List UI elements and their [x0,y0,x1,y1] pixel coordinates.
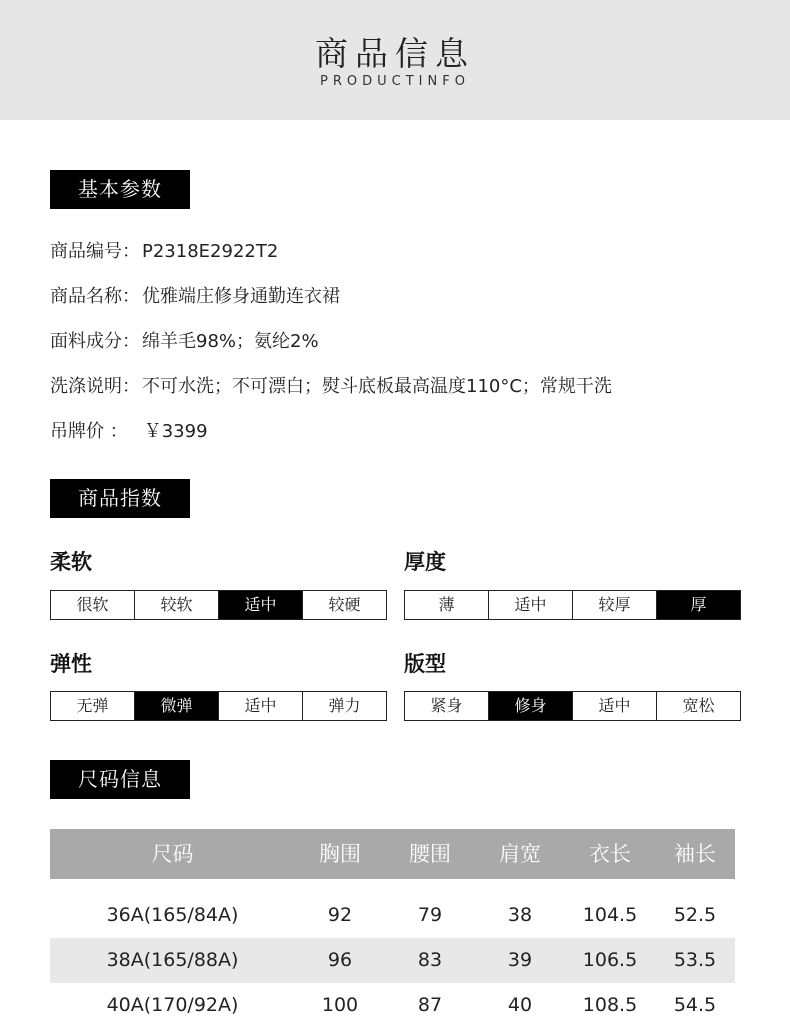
table-cell: 87 [417,994,443,1016]
size-table [50,829,735,1024]
size-table-header [50,829,735,879]
index-title-fit: 版型 [404,652,446,676]
column-header: 袖长 [674,842,716,866]
scale-option: 适中 [219,591,303,619]
table-cell: 108.5 [582,994,638,1016]
table-cell: 96 [327,949,353,971]
scale-option: 适中 [573,692,657,720]
thickness-scale [404,590,741,620]
table-cell: 106.5 [582,949,638,971]
table-cell: 40A(170/92A) [106,994,239,1016]
info-value: ￥3399 [143,421,208,442]
scale-option: 紧身 [405,692,489,720]
info-row-name [50,282,340,308]
info-label: 面料成分： [50,331,140,352]
index-title-elasticity: 弹性 [50,652,92,676]
table-cell: 53.5 [673,949,717,971]
scale-option: 较软 [135,591,219,619]
index-title-thickness: 厚度 [404,550,446,574]
info-label: 洗涤说明： [50,376,140,397]
elasticity-scale [50,691,387,721]
info-value: 优雅端庄修身通勤连衣裙 [142,286,340,307]
scale-option: 适中 [219,692,303,720]
table-cell: 83 [417,949,443,971]
scale-option: 较硬 [328,595,361,614]
table-cell: 92 [327,904,353,926]
index-title-softness: 柔软 [50,550,92,574]
column-header: 胸围 [319,842,361,866]
info-label: 吊牌价 ： [50,421,128,442]
column-header: 尺码 [151,842,194,866]
table-cell: 100 [321,994,359,1016]
table-row [50,893,735,938]
table-cell: 38A(165/88A) [106,949,239,971]
table-cell: 38 [507,904,533,926]
info-value: 绵羊毛98%；氨纶2% [142,331,319,352]
scale-option: 较厚 [573,591,657,619]
page-title: 商品信息 [315,34,475,73]
scale-option: 薄 [405,591,489,619]
info-value: 不可水洗；不可漂白；熨斗底板最高温度110°C；常规干洗 [142,376,612,397]
info-label: 商品名称： [50,286,140,307]
scale-option: 无弹 [51,692,135,720]
scale-option: 厚 [657,591,740,619]
scale-option: 适中 [489,591,573,619]
table-cell: 39 [507,949,533,971]
table-cell: 36A(165/84A) [106,904,239,926]
section-title-index: 商品指数 [50,479,190,518]
info-row-code [50,237,278,263]
scale-option: 微弹 [135,692,219,720]
scale-option: 弹力 [328,696,361,715]
info-row-fabric [50,327,319,353]
column-header: 腰围 [409,842,451,866]
table-cell: 79 [417,904,443,926]
section-title-basic: 基本参数 [50,170,190,209]
info-label: 商品编号： [50,241,140,262]
table-cell: 52.5 [673,904,717,926]
page-header [0,0,790,120]
table-cell: 54.5 [673,994,717,1016]
scale-option: 宽松 [682,696,715,715]
table-cell: 104.5 [582,904,638,926]
info-row-washing [50,372,612,398]
column-header: 衣长 [589,842,631,866]
info-row-price [50,417,208,443]
size-table-body [50,893,735,1024]
scale-option: 很软 [51,591,135,619]
scale-option: 修身 [489,692,573,720]
page-subtitle: PRODUCTINFO [320,74,470,89]
softness-scale [50,590,387,620]
column-header: 肩宽 [499,842,541,866]
table-row [50,983,735,1024]
section-title-size: 尺码信息 [50,760,190,799]
fit-scale [404,691,741,721]
table-row [50,938,735,983]
table-cell: 40 [507,994,533,1016]
info-value: P2318E2922T2 [142,241,279,262]
